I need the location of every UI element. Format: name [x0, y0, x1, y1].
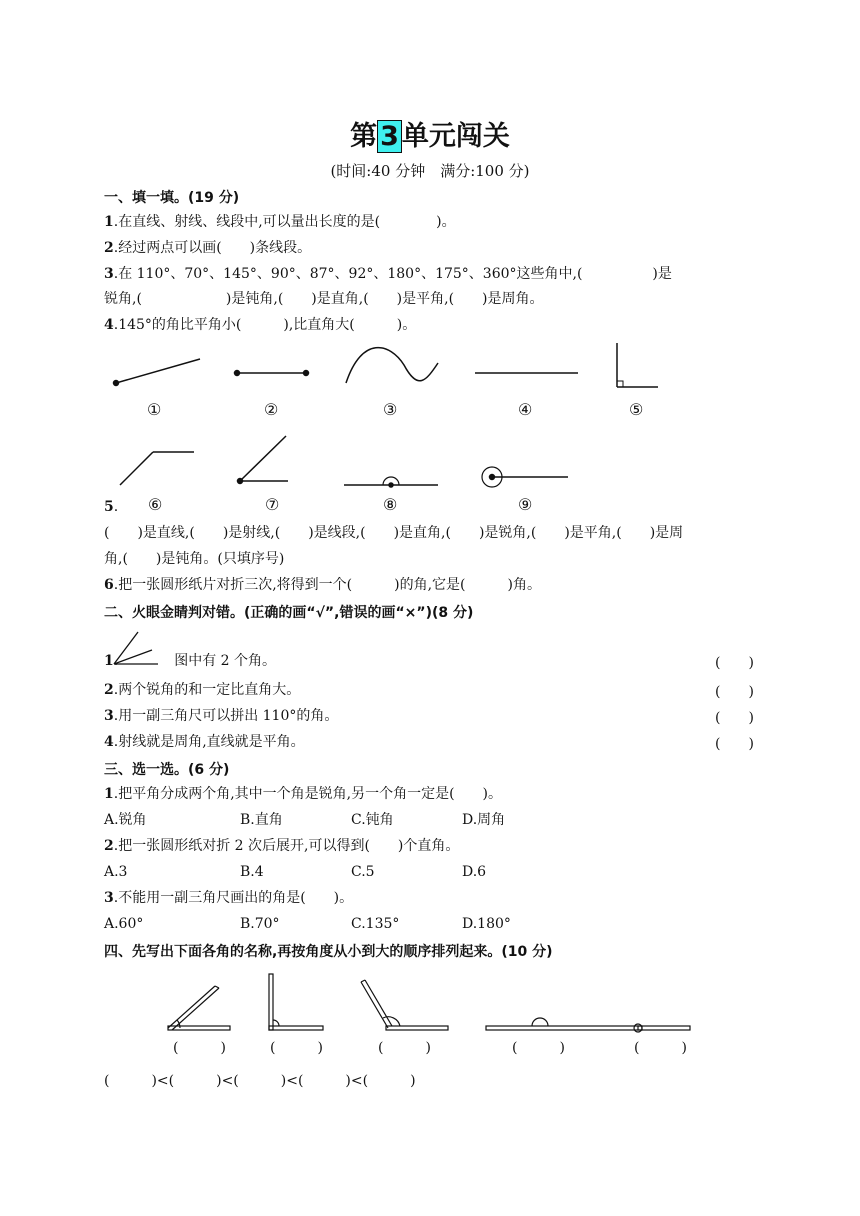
figure-label-7: ⑦ — [265, 495, 280, 514]
judge-4: 4.射线就是周角,直线就是平角。 — [104, 734, 305, 750]
section-1-heading: 一、填一填。(19 分) — [104, 190, 240, 206]
choice-3-option-b[interactable]: B.70° — [240, 916, 280, 932]
page-title: 第 3 单元闯关 — [350, 121, 510, 152]
angle-name-5[interactable]: ( ) — [634, 1040, 687, 1056]
choice-3-option-d[interactable]: D.180° — [462, 916, 511, 932]
line-figures-row2 — [100, 430, 600, 495]
choice-1-option-d[interactable]: D.周角 — [462, 812, 506, 828]
figure-label-9: ⑨ — [518, 495, 533, 514]
angle-name-1[interactable]: ( ) — [173, 1040, 226, 1056]
choice-2-option-d[interactable]: D.6 — [462, 864, 487, 880]
exam-info: (时间:40 分钟 满分:100 分) — [330, 162, 530, 180]
choice-2-option-b[interactable]: B.4 — [240, 864, 264, 880]
choice-1-option-c[interactable]: C.钝角 — [351, 812, 394, 828]
angle-name-2[interactable]: ( ) — [270, 1040, 323, 1056]
judge-4-answer-box[interactable]: ( ) — [715, 736, 754, 752]
judge-1: 1. 图中有 2 个角。 — [104, 653, 277, 669]
choice-2: 2.把一张圆形纸对折 2 次后展开,可以得到( )个直角。 — [104, 838, 460, 854]
question-1-3-line1: 3.在 110°、70°、145°、90°、87°、92°、180°、175°、360°这些角中,( )是 — [104, 266, 672, 282]
question-1-5-line1: ( )是直线,( )是射线,( )是线段,( )是直角,( )是锐角,( )是平角,( )是周 — [104, 525, 684, 541]
figure-label-1: ① — [147, 400, 162, 419]
figure-label-3: ③ — [383, 400, 398, 419]
judge-2: 2.两个锐角的和一定比直角大。 — [104, 682, 301, 698]
question-1-5-number: 5. — [104, 499, 119, 515]
judge-3: 3.用一副三角尺可以拼出 110°的角。 — [104, 708, 339, 724]
question-1-6: 6.把一张圆形纸片对折三次,将得到一个( )的角,它是( )角。 — [104, 577, 541, 593]
angles-figure — [160, 970, 700, 1035]
choice-1-option-a[interactable]: A.锐角 — [104, 812, 147, 828]
question-1-2: 2.经过两点可以画( )条线段。 — [104, 240, 312, 256]
choice-3: 3.不能用一副三角尺画出的角是( )。 — [104, 890, 354, 906]
section-3-heading: 三、选一选。(6 分) — [104, 762, 230, 778]
angle-order-row[interactable]: ( )<( )<( )<( )<( ) — [104, 1073, 416, 1089]
figure-label-8: ⑧ — [383, 495, 398, 514]
line-figures-row1 — [100, 335, 700, 425]
choice-1-option-b[interactable]: B.直角 — [240, 812, 283, 828]
choice-3-option-a[interactable]: A.60° — [104, 916, 144, 932]
question-1-5-line2: 角,( )是钝角。(只填序号) — [104, 551, 285, 567]
section-2-heading: 二、火眼金睛判对错。(正确的画“√”,错误的画“×”)(8 分) — [104, 605, 474, 621]
section-4-heading: 四、先写出下面各角的名称,再按角度从小到大的顺序排列起来。(10 分) — [104, 944, 553, 960]
choice-2-option-c[interactable]: C.5 — [351, 864, 375, 880]
angle-name-3[interactable]: ( ) — [378, 1040, 431, 1056]
unit-number: 3 — [377, 120, 402, 153]
figure-label-4: ④ — [518, 400, 533, 419]
angle-name-4[interactable]: ( ) — [512, 1040, 565, 1056]
question-1-4: 4.145°的角比平角小( ),比直角大( )。 — [104, 317, 417, 333]
judge-3-answer-box[interactable]: ( ) — [715, 710, 754, 726]
judge-1-answer-box[interactable]: ( ) — [715, 655, 754, 671]
figure-label-5: ⑤ — [629, 400, 644, 419]
judge-2-answer-box[interactable]: ( ) — [715, 684, 754, 700]
figure-label-2: ② — [264, 400, 279, 419]
figure-label-6: ⑥ — [148, 495, 163, 514]
choice-3-option-c[interactable]: C.135° — [351, 916, 400, 932]
question-1-3-line2: 锐角,( )是钝角,( )是直角,( )是平角,( )是周角。 — [104, 291, 544, 307]
question-1-1: 1.在直线、射线、线段中,可以量出长度的是( )。 — [104, 214, 456, 230]
choice-1: 1.把平角分成两个角,其中一个角是锐角,另一个角一定是( )。 — [104, 786, 503, 802]
choice-2-option-a[interactable]: A.3 — [104, 864, 128, 880]
